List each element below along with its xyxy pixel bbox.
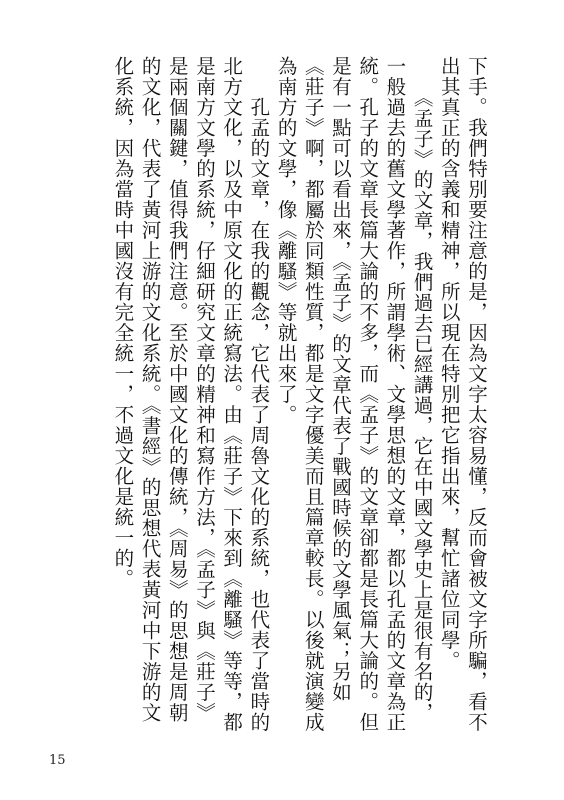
- text-line: 為南方的文學，像《離騷》等就出來了。: [274, 56, 298, 425]
- text-line: 北方文化，以及中原文化的正統寫法。由《莊子》下來到《離騷》等等，都: [220, 56, 244, 733]
- text-line: 一般過去的舊文學著作，所謂學術、文學思想的文章，都以孔孟的文章為正: [383, 56, 407, 733]
- text-line: 統。孔子的文章長篇大論的不多，而《孟子》的文章卻都是長篇大論的。但: [356, 56, 380, 733]
- text-line: 下手。我們特別要注意的是，因為文字太容易懂，反而會被文字所騙，看不: [465, 56, 488, 733]
- text-line: 出其真正的含義和精神，所以現在特別把它指出來，幫忙諸位同學。: [437, 56, 461, 671]
- text-line: 《莊子》啊，都屬於同類性質，都是文字優美而且篇章較長。以後就演變成: [301, 56, 325, 733]
- text-line: 《孟子》的文章，我們過去已經講過，它在中國文學史上是很有名的，: [410, 56, 434, 723]
- vertical-text-body: [109, 56, 490, 733]
- text-line: 的文化，代表了黃河上游的文化系統。《書經》的思想代表黃河中下游的文: [138, 56, 162, 723]
- page-number: 15: [49, 753, 66, 768]
- text-line: 是兩個關鍵，值得我們注意。至於中國文化的傳統，《周易》的思想是周朝: [165, 56, 189, 723]
- text-line: 化系統，因為當時中國沒有完全統一，不過文化是統一的。: [111, 56, 135, 589]
- text-line: 孔孟的文章，在我的觀念，它代表了周魯文化的系統，也代表了當時的: [247, 56, 271, 733]
- text-line: 是有一點可以看出來，《孟子》的文章代表了戰國時候的文學風氣；另如: [328, 56, 352, 703]
- text-line: 是南方文學的系統，仔細研究文章的精神和寫作方法，《孟子》與《莊子》: [192, 56, 216, 723]
